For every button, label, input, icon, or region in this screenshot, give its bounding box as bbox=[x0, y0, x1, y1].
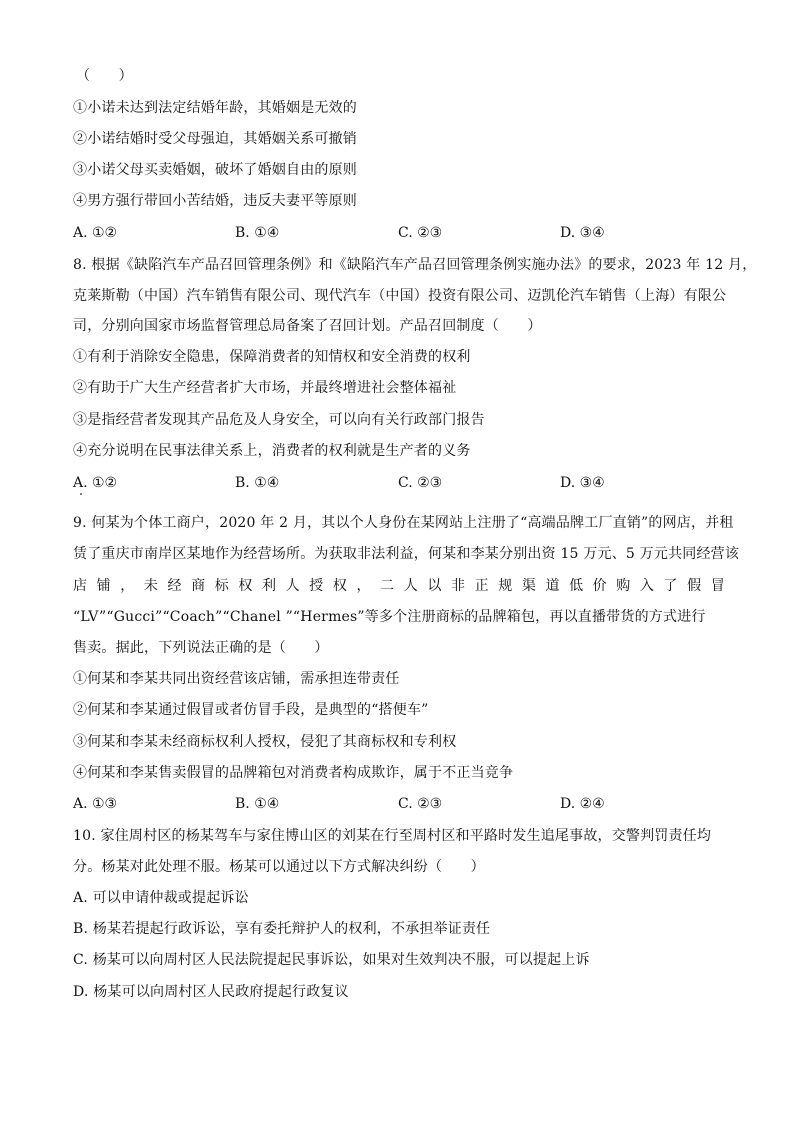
q7-option-a: A. ①② bbox=[73, 225, 118, 241]
q10-stem-line-2: 分。杨某对此处理不服。杨某可以通过以下方式解决纠纷（ ） bbox=[73, 859, 485, 875]
q10-option-c: C. 杨某可以向周村区人民法院提起民事诉讼，如果对生效判决不服，可以提起上诉 bbox=[73, 952, 590, 968]
q8-stem-line-1: 8. 根据《缺陷汽车产品召回管理条例》和《缺陷汽车产品召回管理条例实施办法》的要求，2023 年 12 月， bbox=[73, 257, 757, 273]
q7-statement-4: ④男方强行带回小苦结婚，违反夫妻平等原则 bbox=[73, 193, 357, 209]
q7-option-d: D. ③④ bbox=[560, 225, 605, 241]
q7-option-b: B. ①④ bbox=[235, 225, 280, 241]
q10-option-d: D. 杨某可以向周村区人民政府提起行政复议 bbox=[73, 984, 349, 1000]
q9-stem-line-1: 9. 何某为个体工商户，2020 年 2 月，其以个人身份在某网站上注册了“高端品牌工厂直销”的网店，并租 bbox=[73, 515, 734, 531]
q8-option-a: A. ①② bbox=[73, 475, 118, 491]
q8-option-c: C. ②③ bbox=[398, 475, 443, 491]
q9-stem-line-3: 店 铺 ， 未 经 商 标 权 利 人 授 权 ， 二 人 以 非 正 规 渠 道 低 价 购 入 了 假 冒 bbox=[73, 578, 725, 594]
q7-answer-paren: （ ） bbox=[76, 68, 133, 84]
q8-statement-3: ③是指经营者发现其产品危及人身安全，可以向有关行政部门报告 bbox=[73, 412, 485, 428]
q8-option-b: B. ①④ bbox=[235, 475, 280, 491]
q9-option-b: B. ①④ bbox=[235, 796, 280, 812]
q8-statement-4: ④充分说明在民事法律关系上，消费者的权利就是生产者的义务 bbox=[73, 443, 471, 459]
q8-statement-2: ②有助于广大生产经营者扩大市场，并最终增进社会整体福祉 bbox=[73, 380, 457, 396]
q9-stem-line-5: 售卖。据此，下列说法正确的是（ ） bbox=[73, 640, 329, 656]
q9-option-d: D. ②④ bbox=[560, 796, 605, 812]
q7-statement-3: ③小诺父母买卖婚姻，破坏了婚姻自由的原则 bbox=[73, 162, 357, 178]
q9-statement-4: ④何某和李某售卖假冒的品牌箱包对消费者构成欺诈，属于不正当竞争 bbox=[73, 765, 514, 781]
q10-stem-line-1: 10. 家住周村区的杨某驾车与家住博山区的刘某在行至周村区和平路时发生追尾事故，交警判罚责任均 bbox=[73, 828, 712, 844]
q10-option-a: A. 可以申请仲裁或提起诉讼 bbox=[73, 890, 249, 906]
q9-statement-1: ①何某和李某共同出资经营该店铺，需承担连带责任 bbox=[73, 671, 400, 687]
q9-stem-line-4: “LV”“Gucci”“Coach”“Chanel ”“Hermes”等多个注册商标的品牌箱包，再以直播带货的方式进行 bbox=[73, 609, 706, 625]
q9-statement-2: ②何某和李某通过假冒或者仿冒手段，是典型的“搭便车” bbox=[73, 702, 429, 718]
q9-statement-3: ③何某和李某未经商标权利人授权，侵犯了其商标权和专利权 bbox=[73, 734, 457, 750]
q8-stem-line-2: 克莱斯勒（中国）汽车销售有限公司、现代汽车（中国）投资有限公司、迈凯伦汽车销售（上海）有限公 bbox=[73, 288, 727, 304]
q8-statement-1: ①有利于消除安全隐患，保障消费者的知情权和安全消费的权利 bbox=[73, 349, 471, 365]
scan-speck bbox=[80, 493, 82, 495]
q9-option-a: A. ①③ bbox=[73, 796, 118, 812]
q9-option-c: C. ②③ bbox=[398, 796, 443, 812]
q8-stem-line-3: 司，分别向国家市场监督管理总局备案了召回计划。产品召回制度（ ） bbox=[73, 318, 542, 334]
q8-option-d: D. ③④ bbox=[560, 475, 605, 491]
q7-statement-1: ①小诺未达到法定结婚年龄，其婚姻是无效的 bbox=[73, 100, 357, 116]
q7-statement-2: ②小诺结婚时受父母强迫，其婚姻关系可撤销 bbox=[73, 131, 357, 147]
q7-option-c: C. ②③ bbox=[398, 225, 443, 241]
q10-option-b: B. 杨某若提起行政诉讼，享有委托辩护人的权利，不承担举证责任 bbox=[73, 921, 491, 937]
q9-stem-line-2: 赁了重庆市南岸区某地作为经营场所。为获取非法利益，何某和李某分别出资 15 万元、5 万元共同经营该 bbox=[73, 546, 740, 562]
